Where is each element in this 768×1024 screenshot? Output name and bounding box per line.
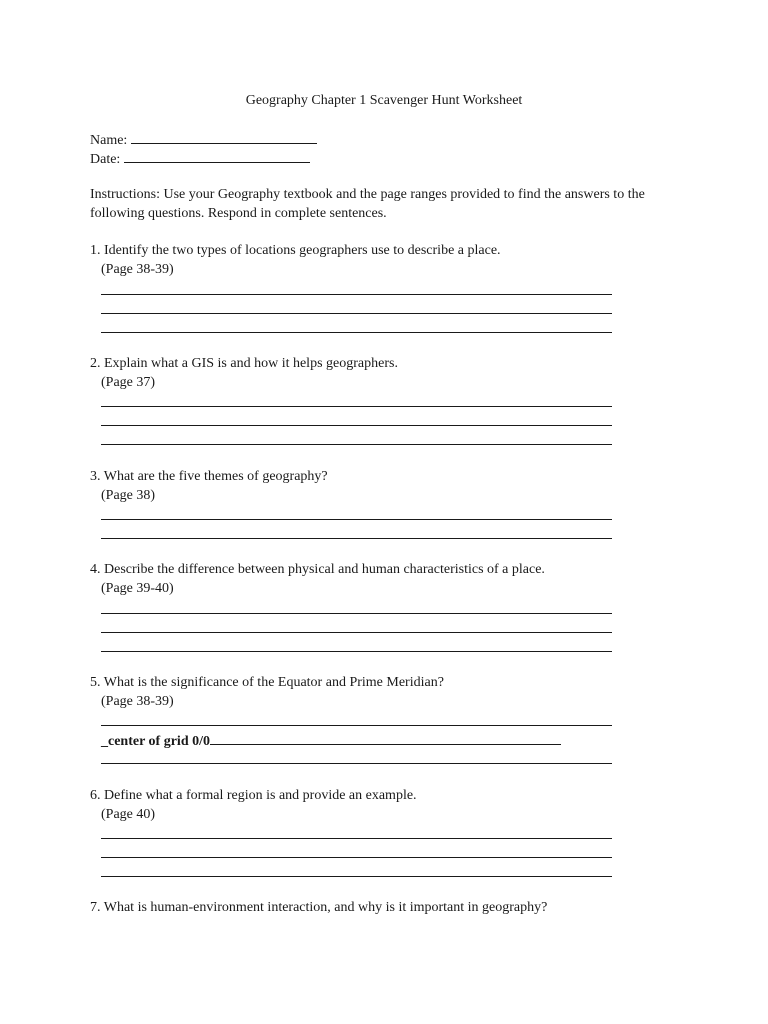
question-5-page: (Page 38-39) <box>101 694 174 709</box>
question-2: 2. Explain what a GIS is and how it helps geographers. <box>90 356 398 371</box>
instructions-line-1: Instructions: Use your Geography textbook and the page ranges provided to find the answers to the <box>90 187 645 202</box>
question-5-answer <box>101 731 561 751</box>
date-label: Date: <box>90 152 121 167</box>
answer-line <box>101 444 612 445</box>
answer-line <box>101 876 612 877</box>
question-6-page: (Page 40) <box>101 807 156 822</box>
answer-line <box>101 613 612 614</box>
instructions-line-2: following questions. Respond in complete sentences. <box>90 206 387 221</box>
answer-line <box>101 313 612 314</box>
question-5: 5. What is the significance of the Equator and Prime Meridian? <box>90 675 444 690</box>
answer-line <box>101 406 612 407</box>
answer-line <box>101 294 612 295</box>
answer-line <box>101 632 612 633</box>
answer-line <box>101 725 612 726</box>
question-6: 6. Define what a formal region is and provide an example. <box>90 788 417 803</box>
answer-line <box>101 519 612 520</box>
answer-line <box>101 651 612 652</box>
question-3: 3. What are the five themes of geography? <box>90 469 328 484</box>
question-1: 1. Identify the two types of locations geographers use to describe a place. <box>90 243 501 258</box>
question-1-page: (Page 38-39) <box>101 262 174 277</box>
date-field <box>90 149 310 169</box>
answer-line <box>101 425 612 426</box>
answer-line <box>101 838 612 839</box>
question-3-page: (Page 38) <box>101 488 156 503</box>
date-blank <box>124 149 310 163</box>
question-5-answer-text: _center of grid 0/0 <box>101 734 210 749</box>
name-label: Name: <box>90 133 128 148</box>
answer-line <box>101 763 612 764</box>
question-4-page: (Page 39-40) <box>101 581 174 596</box>
answer-trail-line <box>210 731 561 745</box>
answer-line <box>101 538 612 539</box>
answer-line <box>101 332 612 333</box>
question-2-page: (Page 37) <box>101 375 156 390</box>
question-4: 4. Describe the difference between physical and human characteristics of a place. <box>90 562 545 577</box>
name-field <box>90 130 317 150</box>
name-blank <box>131 130 317 144</box>
answer-line <box>101 857 612 858</box>
worksheet-title: Geography Chapter 1 Scavenger Hunt Worksheet <box>245 93 523 108</box>
question-7: 7. What is human-environment interaction, and why is it important in geography? <box>90 900 548 915</box>
